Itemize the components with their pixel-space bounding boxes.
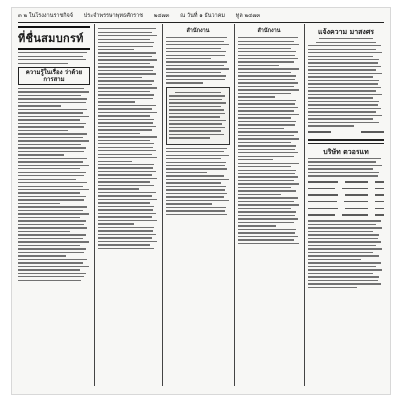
text-block [18, 88, 90, 281]
column-rule [234, 24, 235, 386]
text-block [98, 28, 158, 249]
running-header-right: ณ วันที่ ๑ ธันวาคม [180, 13, 226, 19]
column-rule [304, 24, 305, 386]
listing-table [308, 180, 384, 218]
column-rule [162, 24, 163, 386]
notice-heading: แจ้งความ มาสงศร [317, 27, 375, 36]
running-header-mid: ประจำพรรษาพุทธศักราช [83, 13, 143, 19]
masthead: ที่ชื่นสมบกรท์ [18, 26, 90, 50]
text-block [308, 158, 384, 177]
section-heading: ความรู้ในเรื่อง ว่าด้วยการสาม [18, 67, 90, 85]
running-header [18, 10, 384, 23]
running-header-year: ๒๔๗๓ [153, 13, 170, 19]
column-4 [238, 26, 300, 386]
text-block [238, 37, 300, 244]
column-3 [166, 26, 230, 386]
column-5 [308, 26, 384, 386]
signature-row [308, 130, 384, 135]
column-title: สำนักงาน [257, 28, 281, 34]
running-header-date: ทูล ๒๔๗๓ [235, 13, 261, 19]
column-title: สำนักงาน [186, 28, 210, 34]
running-header-left: ๓ ๒ ในโรงงานราชกิจจ์ [18, 13, 74, 19]
text-block [308, 38, 384, 127]
column-1 [18, 26, 90, 386]
text-block [308, 220, 384, 288]
text-block [18, 52, 90, 64]
notice-subheading: บริษัท ตวอรแท [323, 146, 369, 156]
boxed-notice [166, 87, 230, 145]
column-2 [98, 26, 158, 386]
newspaper-page [12, 8, 390, 394]
text-block [166, 148, 230, 216]
text-block [166, 37, 230, 84]
section-divider [308, 139, 384, 144]
column-rule [94, 24, 95, 386]
